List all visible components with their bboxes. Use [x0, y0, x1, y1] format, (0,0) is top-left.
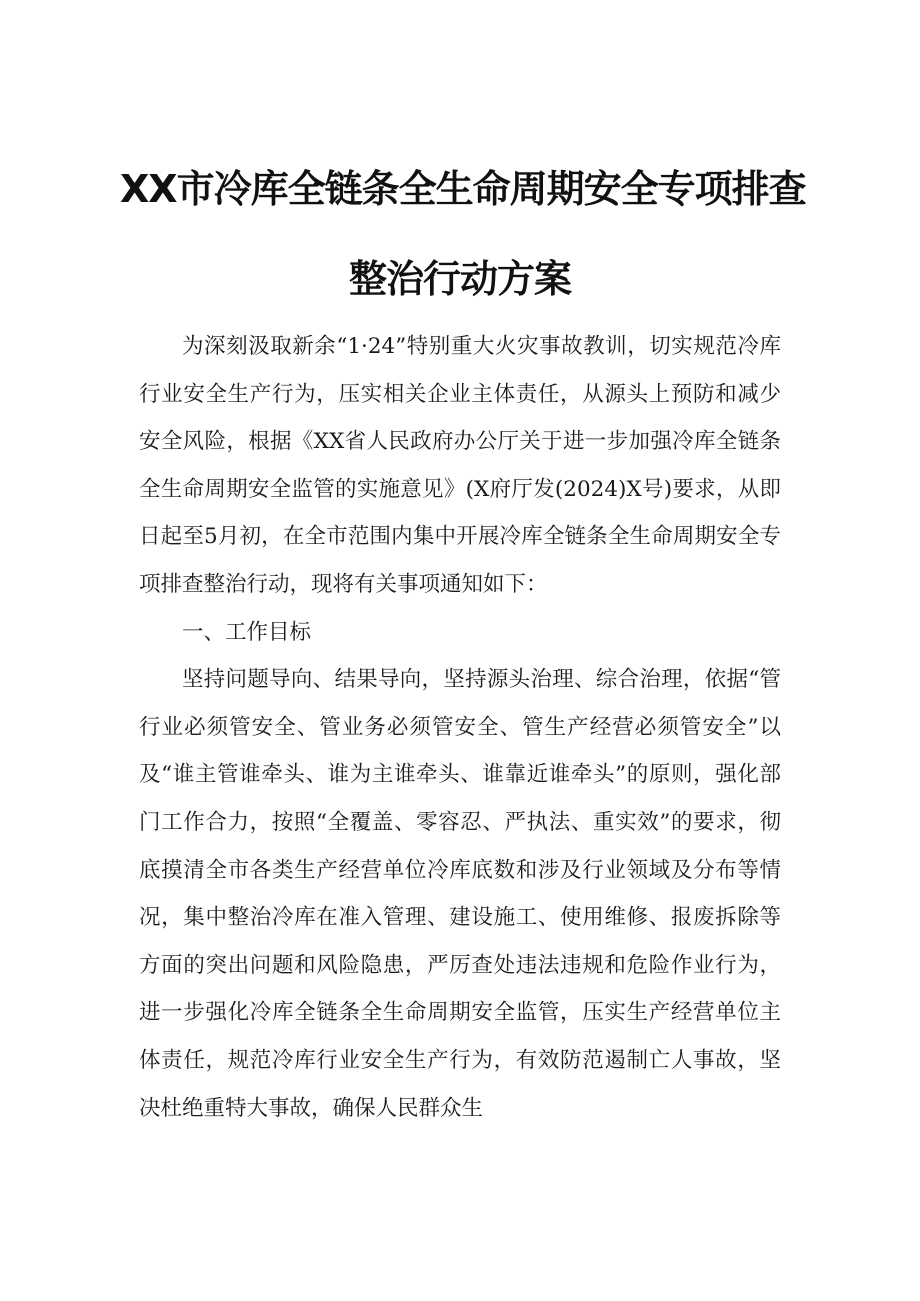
work-goals-paragraph: 坚持问题导向、结果导向，坚持源头治理、综合治理，依据“管行业必须管安全、管业务必须管安全、管生产经营必须管安全”以及“谁主管谁牵头、谁为主谁牵头、谁靠近谁牵头”的原则，强化部门工作合力，按照“全覆盖、零容忍、严执法、重实效”的要求，彻底摸清全市各类生产经营单位冷库底数和涉及行业领域及分布等情况，集中整治冷库在准入管理、建设施工、使用维修、报废拆除等方面的突出问题和风险隐患，严厉查处违法违规和危险作业行为，进一步强化冷库全链条全生命周期安全监管，压实生产经营单位主体责任，规范冷库行业安全生产行为，有效防范遏制亡人事故，坚决杜绝重特大事故，确保人民群众生: [139, 667, 781, 1121]
document-body: [139, 323, 781, 1132]
section-heading-work-goals: 一、工作目标: [182, 619, 312, 645]
document-title-line-2: 整治行动方案: [348, 257, 571, 301]
document-title-line-1: XX市冷库全链条全生命周期安全专项排查: [120, 167, 806, 211]
intro-paragraph: 为深刻汲取新余“1·24”特别重大火灾事故教训，切实规范冷库行业安全生产行为，压实相关企业主体责任，从源头上预防和减少安全风险，根据《XX省人民政府办公厅关于进一步加强冷库全链条全生命周期安全监管的实施意见》(X府厅发(2024)X号)要求，从即日起至5月初，在全市范围内集中开展冷库全链条全生命周期安全专项排查整治行动，现将有关事项通知如下：: [139, 334, 781, 597]
